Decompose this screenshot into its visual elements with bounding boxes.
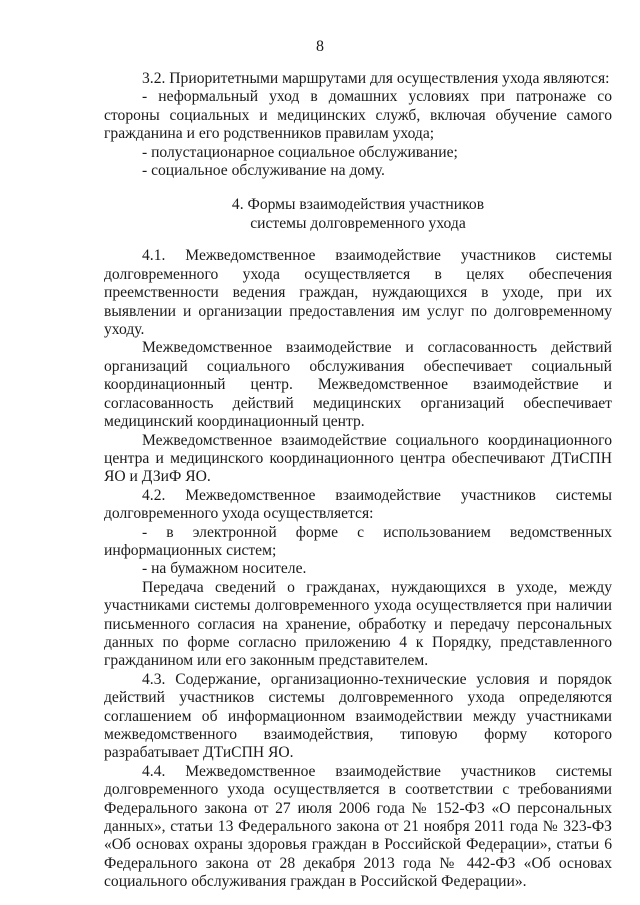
document-body bbox=[104, 70, 612, 892]
paragraph-4-1-b: Межведомственное взаимодействие и согласованность действий организаций социального обслуживания обеспечивает социальный координационный центр. Межведомственное взаимодействие и согласованность действий медицинских организаций обеспечивает медицинский координационный центр. bbox=[104, 339, 612, 431]
paragraph-4-1-c: Межведомственное взаимодействие социального координационного центра и медицинского координационного центра обеспечивают ДТиСПН ЯО и ДЗиФ ЯО. bbox=[104, 431, 612, 486]
section-4-heading bbox=[104, 195, 612, 233]
paragraph-4-1: 4.1. Межведомственное взаимодействие участников системы долговременного ухода осуществляется в целях обеспечения преемственности ведения граждан, нуждающихся в уходе, при их выявлении и организации предоставления им услуг по долговременному уходу. bbox=[104, 247, 612, 339]
list-item: - в электронной форме с использованием ведомственных информационных систем; bbox=[104, 523, 612, 559]
page-number: 8 bbox=[316, 38, 324, 55]
paragraph-4-4: 4.4. Межведомственное взаимодействие участников системы долговременного ухода осуществляется в соответствии с требованиями Федерального закона от 27 июля 2006 года № 152-ФЗ «О персональных данных», статьи 13 Федерального закона от 21 ноября 2011 года № 323-ФЗ «Об основах охраны здоровья граждан в Российской Федерации», статьи 6 Федерального закона от 28 декабря 2013 года № 442-ФЗ «Об основах социального обслуживания граждан в Российской Федерации». bbox=[104, 762, 612, 891]
list-item: - на бумажном носителе. bbox=[142, 560, 307, 578]
paragraph-4-2-b: Передача сведений о гражданах, нуждающихся в уходе, между участниками системы долговременного ухода осуществляется при наличии письменного согласия на хранение, обработку и передачу персональных данных по форме согласно приложению 4 к Порядку, представленного гражданином или его законным представителем. bbox=[104, 578, 612, 670]
section-4-heading-line1: 4. Формы взаимодействия участников bbox=[231, 196, 485, 214]
list-item: - неформальный уход в домашних условиях при патронаже со стороны социальных и медицинских служб, включая обучение самого гражданина и его родственников правилам ухода; bbox=[104, 88, 612, 143]
paragraph-4-3: 4.3. Содержание, организационно-технические условия и порядок действий участников системы долговременного ухода определяются соглашением об информационном взаимодействии между участниками межведомственного взаимодействия, типовую форму которого разрабатывает ДТиСПН ЯО. bbox=[104, 670, 612, 762]
paragraph-4-2: 4.2. Межведомственное взаимодействие участников системы долговременного ухода осуществляется: bbox=[104, 486, 612, 523]
list-item: - полустационарное социальное обслуживание; bbox=[142, 143, 458, 161]
section-4-heading-line2: системы долговременного ухода bbox=[250, 215, 466, 233]
section-3-2-intro: 3.2. Приоритетными маршрутами для осуществления ухода являются: bbox=[142, 70, 610, 87]
list-item: - социальное обслуживание на дому. bbox=[142, 162, 385, 180]
